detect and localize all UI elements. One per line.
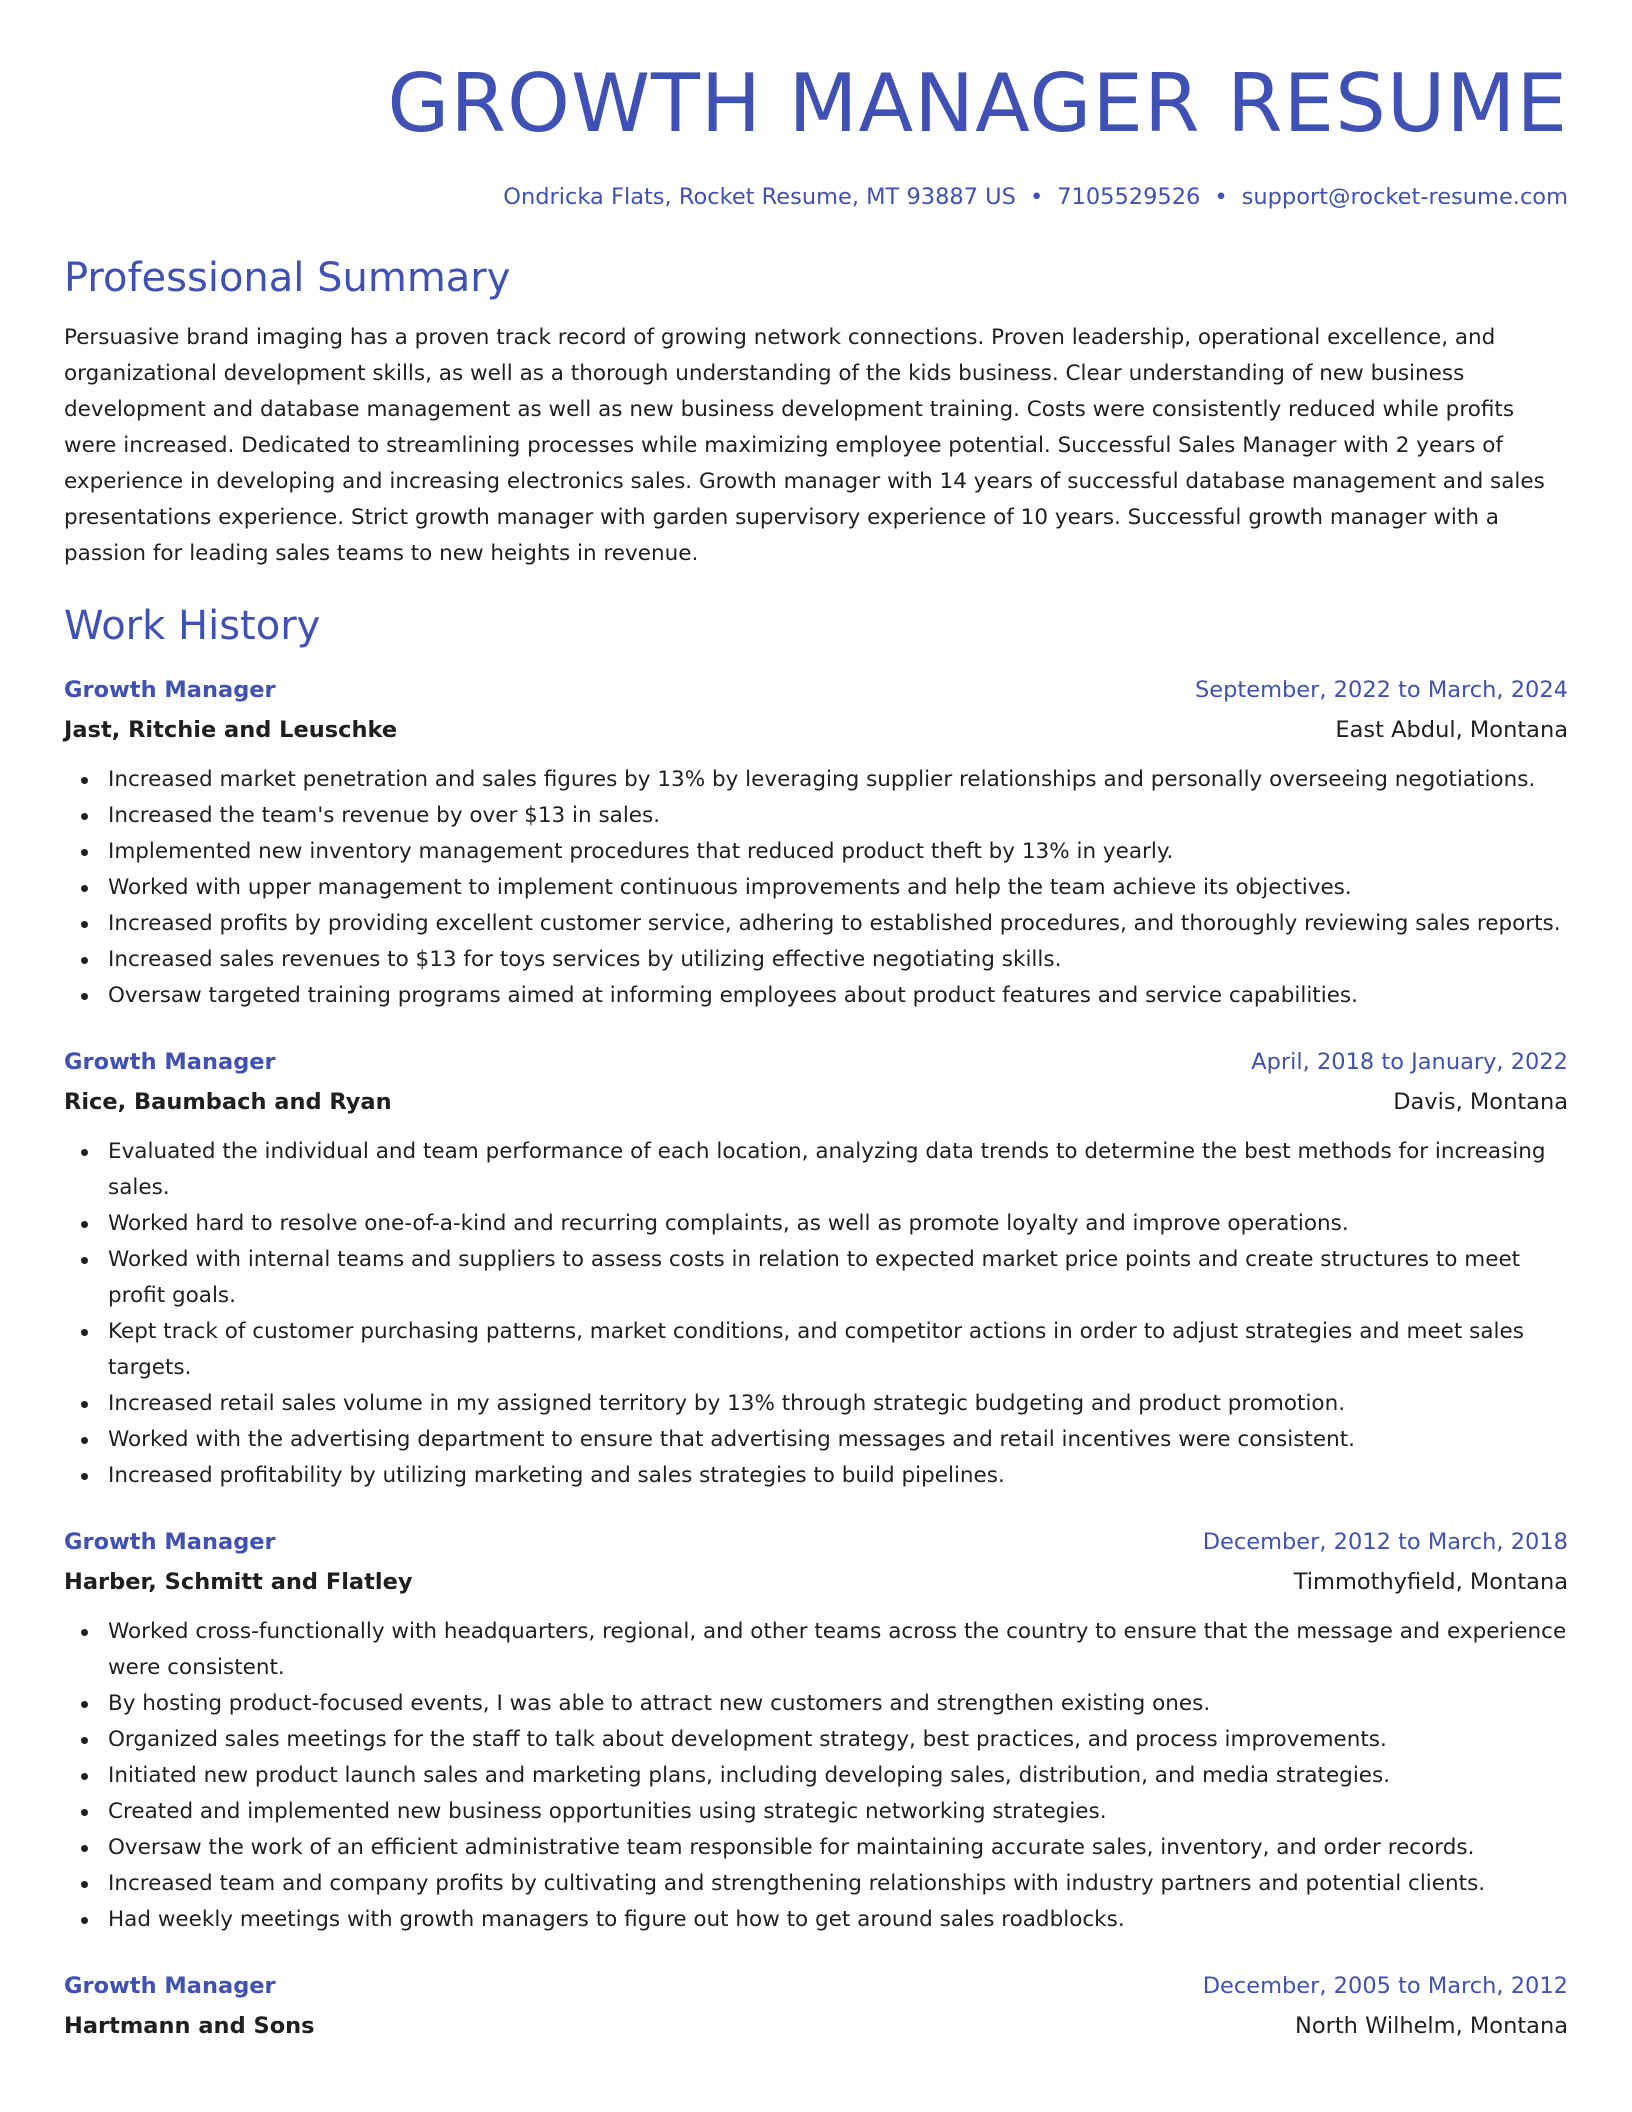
contact-separator: • xyxy=(1214,184,1228,210)
job-bullet: Oversaw the work of an efficient administrative team responsible for maintaining accurate sales, inventory, and order records. xyxy=(108,1830,1568,1866)
work-history-list xyxy=(64,670,1568,2046)
job-title: Growth Manager xyxy=(64,1049,276,1075)
job-bullet: Increased retail sales volume in my assigned territory by 13% through strategic budgeting and product promotion. xyxy=(108,1386,1568,1422)
job-dates: April, 2018 to January, 2022 xyxy=(1251,1049,1568,1075)
summary-text: Persuasive brand imaging has a proven track record of growing network connections. Proven leadership, operational excellence, and organizational development skills, as well as a thorough understanding of the kids business. Clear understanding of new business development and database management as well as new business development training. Costs were consistently reduced while profits were increased. Dedicated to streamlining processes while maximizing employee potential. Successful Sales Manager with 2 years of experience in developing and increasing electronics sales. Growth manager with 14 years of successful database management and sales presentations experience. Strict growth manager with garden supervisory experience of 10 years. Successful growth manager with a passion for leading sales teams to new heights in revenue. xyxy=(64,325,1545,566)
job-bullet: Created and implemented new business opportunities using strategic networking strategies. xyxy=(108,1794,1568,1830)
job-company: Jast, Ritchie and Leuschke xyxy=(64,717,398,743)
job-entry xyxy=(64,1042,1568,1494)
job-bullet: Increased team and company profits by cultivating and strengthening relationships with industry partners and potential clients. xyxy=(108,1866,1568,1902)
job-entry xyxy=(64,1522,1568,1938)
job-location: Davis, Montana xyxy=(1393,1089,1568,1115)
job-company: Harber, Schmitt and Flatley xyxy=(64,1569,413,1595)
contact-email[interactable]: support@rocket-resume.com xyxy=(1241,184,1568,210)
job-dates: December, 2005 to March, 2012 xyxy=(1202,1973,1568,1999)
job-location: North Wilhelm, Montana xyxy=(1294,2013,1568,2039)
job-bullet: Worked hard to resolve one-of-a-kind and recurring complaints, as well as promote loyalty and improve operations. xyxy=(108,1206,1568,1242)
job-bullet: Increased profits by providing excellent customer service, adhering to established procedures, and thoroughly reviewing sales reports. xyxy=(108,906,1568,942)
job-entry xyxy=(64,670,1568,1014)
job-bullet: Worked cross-functionally with headquarters, regional, and other teams across the country to ensure that the message and experience were consistent. xyxy=(108,1614,1568,1686)
job-location: East Abdul, Montana xyxy=(1335,717,1568,743)
job-bullet: Worked with the advertising department to ensure that advertising messages and retail incentives were consistent. xyxy=(108,1422,1568,1458)
contact-line xyxy=(64,180,1568,214)
contact-address: Ondricka Flats, Rocket Resume, MT 93887 US xyxy=(503,184,1016,210)
job-bullet: Increased market penetration and sales figures by 13% by leveraging supplier relationships and personally overseeing negotiations. xyxy=(108,762,1568,798)
job-bullet: Worked with internal teams and suppliers to assess costs in relation to expected market price points and create structures to meet profit goals. xyxy=(108,1242,1568,1314)
job-dates: September, 2022 to March, 2024 xyxy=(1195,677,1568,703)
job-bullets xyxy=(64,1614,1568,1938)
job-bullet: Initiated new product launch sales and marketing plans, including developing sales, distribution, and media strategies. xyxy=(108,1758,1568,1794)
job-bullet: Implemented new inventory management procedures that reduced product theft by 13% in yearly. xyxy=(108,834,1568,870)
job-bullet: Increased sales revenues to $13 for toys services by utilizing effective negotiating skills. xyxy=(108,942,1568,978)
job-company: Rice, Baumbach and Ryan xyxy=(64,1089,392,1115)
contact-phone: 7105529526 xyxy=(1057,184,1201,210)
job-title: Growth Manager xyxy=(64,677,276,703)
job-bullet: Worked with upper management to implement continuous improvements and help the team achieve its objectives. xyxy=(108,870,1568,906)
job-bullet: Had weekly meetings with growth managers to figure out how to get around sales roadblocks. xyxy=(108,1902,1568,1938)
job-bullet: Organized sales meetings for the staff to talk about development strategy, best practices, and process improvements. xyxy=(108,1722,1568,1758)
job-company: Hartmann and Sons xyxy=(64,2013,315,2039)
job-bullets xyxy=(64,762,1568,1014)
resume-title: GROWTH MANAGER RESUME xyxy=(387,57,1568,150)
job-title: Growth Manager xyxy=(64,1529,276,1555)
resume-page xyxy=(64,0,1568,2046)
job-bullet: Evaluated the individual and team performance of each location, analyzing data trends to determine the best methods for increasing sales. xyxy=(108,1134,1568,1206)
job-dates: December, 2012 to March, 2018 xyxy=(1202,1529,1568,1555)
job-location: Timmothyfield, Montana xyxy=(1293,1569,1568,1595)
job-bullet: By hosting product-focused events, I was able to attract new customers and strengthen existing ones. xyxy=(108,1686,1568,1722)
job-bullet: Kept track of customer purchasing patterns, market conditions, and competitor actions in order to adjust strategies and meet sales targets. xyxy=(108,1314,1568,1386)
summary-heading: Professional Summary xyxy=(64,255,511,301)
job-entry xyxy=(64,1966,1568,2046)
job-bullet: Oversaw targeted training programs aimed at informing employees about product features and service capabilities. xyxy=(108,978,1568,1014)
job-bullet: Increased the team's revenue by over $13 in sales. xyxy=(108,798,1568,834)
work-history-heading: Work History xyxy=(64,603,321,649)
job-bullets xyxy=(64,1134,1568,1494)
job-title: Growth Manager xyxy=(64,1973,276,1999)
contact-separator: • xyxy=(1029,184,1044,210)
job-bullet: Increased profitability by utilizing marketing and sales strategies to build pipelines. xyxy=(108,1458,1568,1494)
